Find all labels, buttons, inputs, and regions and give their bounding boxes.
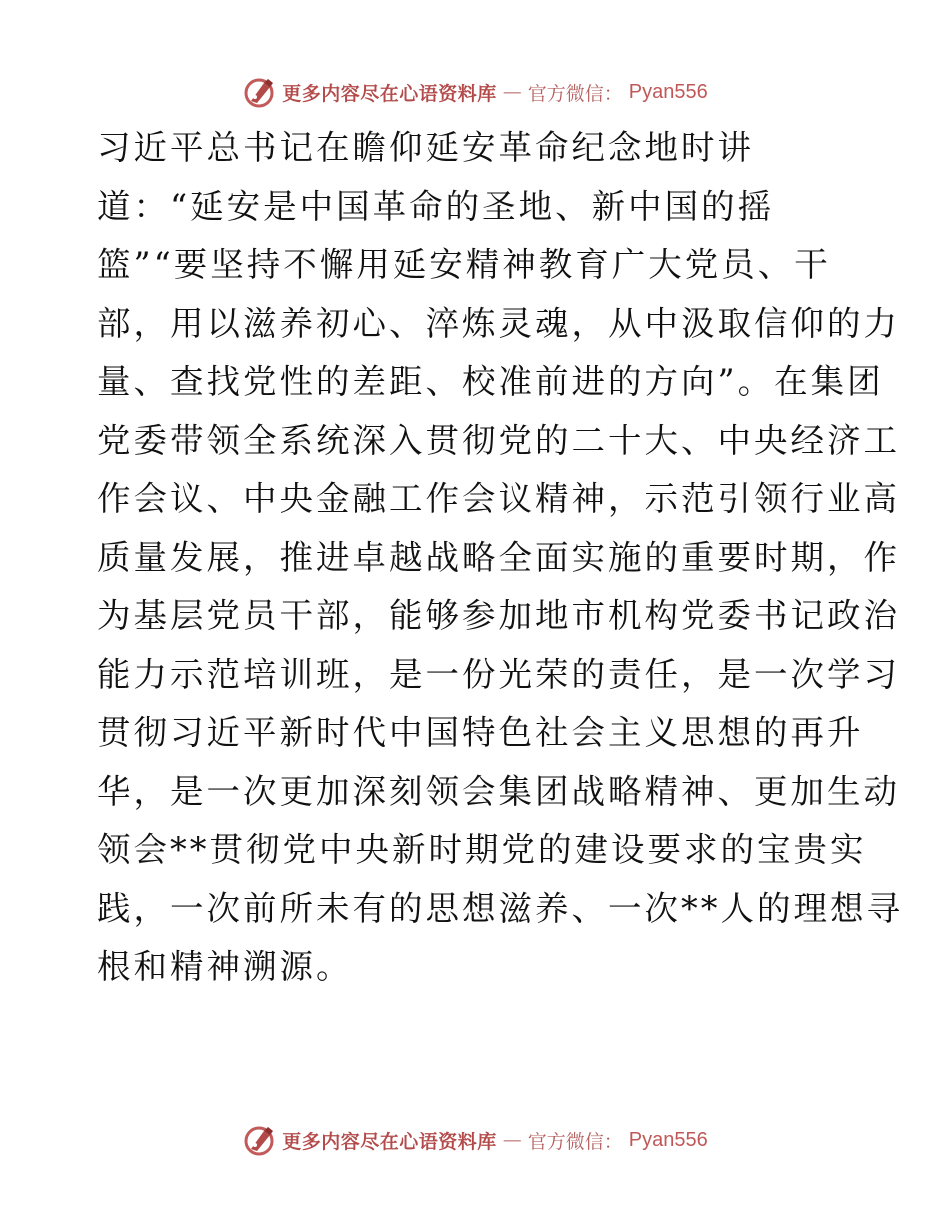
watermark-wechat-id: Pyan556 (628, 80, 708, 103)
text-line-8: 质量发展，推进卓越战略全面实施的重要时期，作 (97, 537, 900, 577)
watermark-label: 官方微信： (527, 82, 623, 105)
text-line-7: 作会议、中央金融工作会议精神，示范引领行业高 (97, 479, 900, 518)
text-line-4: 部，用以滋养初心、淬炼灵魂，从中汲取信仰的力 (97, 303, 900, 343)
watermark-site-text: 更多内容尽在心语资料库 (282, 1130, 497, 1153)
text-line-6: 党委带领全系统深入贯彻党的二十大、中央经济工 (97, 420, 900, 460)
text-line-10: 能力示范培训班，是一份光荣的责任，是一次学习 (97, 654, 900, 694)
text-line-14: 践，一次前所未有的思想滋养、一次**人的理想寻 (97, 888, 903, 928)
header-watermark (0, 70, 950, 114)
text-line-5: 量、查找党性的差距、校准前进的方向”。在集团 (97, 362, 884, 401)
pen-nib-logo-icon (242, 1123, 276, 1157)
text-line-13: 领会**贯彻党中央新时期党的建设要求的宝贵实 (97, 830, 867, 869)
watermark-label: 官方微信： (527, 1130, 623, 1153)
watermark-dash: — (502, 81, 522, 103)
watermark-dash: — (502, 1129, 522, 1151)
text-line-2: 道：“延安是中国革命的圣地、新中国的摇 (97, 186, 775, 226)
document-body (97, 119, 903, 997)
text-line-15: 根和精神溯源。 (97, 947, 353, 986)
watermark-wechat-id: Pyan556 (628, 1128, 708, 1151)
text-line-3: 篮”“要坚持不懈用延安精神教育广大党员、干 (97, 245, 831, 284)
text-line-1: 习近平总书记在瞻仰延安革命纪念地时讲 (97, 128, 754, 167)
pen-nib-logo-icon (242, 75, 276, 109)
text-line-11: 贯彻习近平新时代中国特色社会主义思想的再升 (97, 713, 864, 752)
text-line-9: 为基层党员干部，能够参加地市机构党委书记政治 (97, 596, 900, 635)
footer-watermark (0, 1118, 950, 1162)
watermark-site-text: 更多内容尽在心语资料库 (282, 82, 497, 105)
text-line-12: 华，是一次更加深刻领会集团战略精神、更加生动 (97, 771, 900, 811)
